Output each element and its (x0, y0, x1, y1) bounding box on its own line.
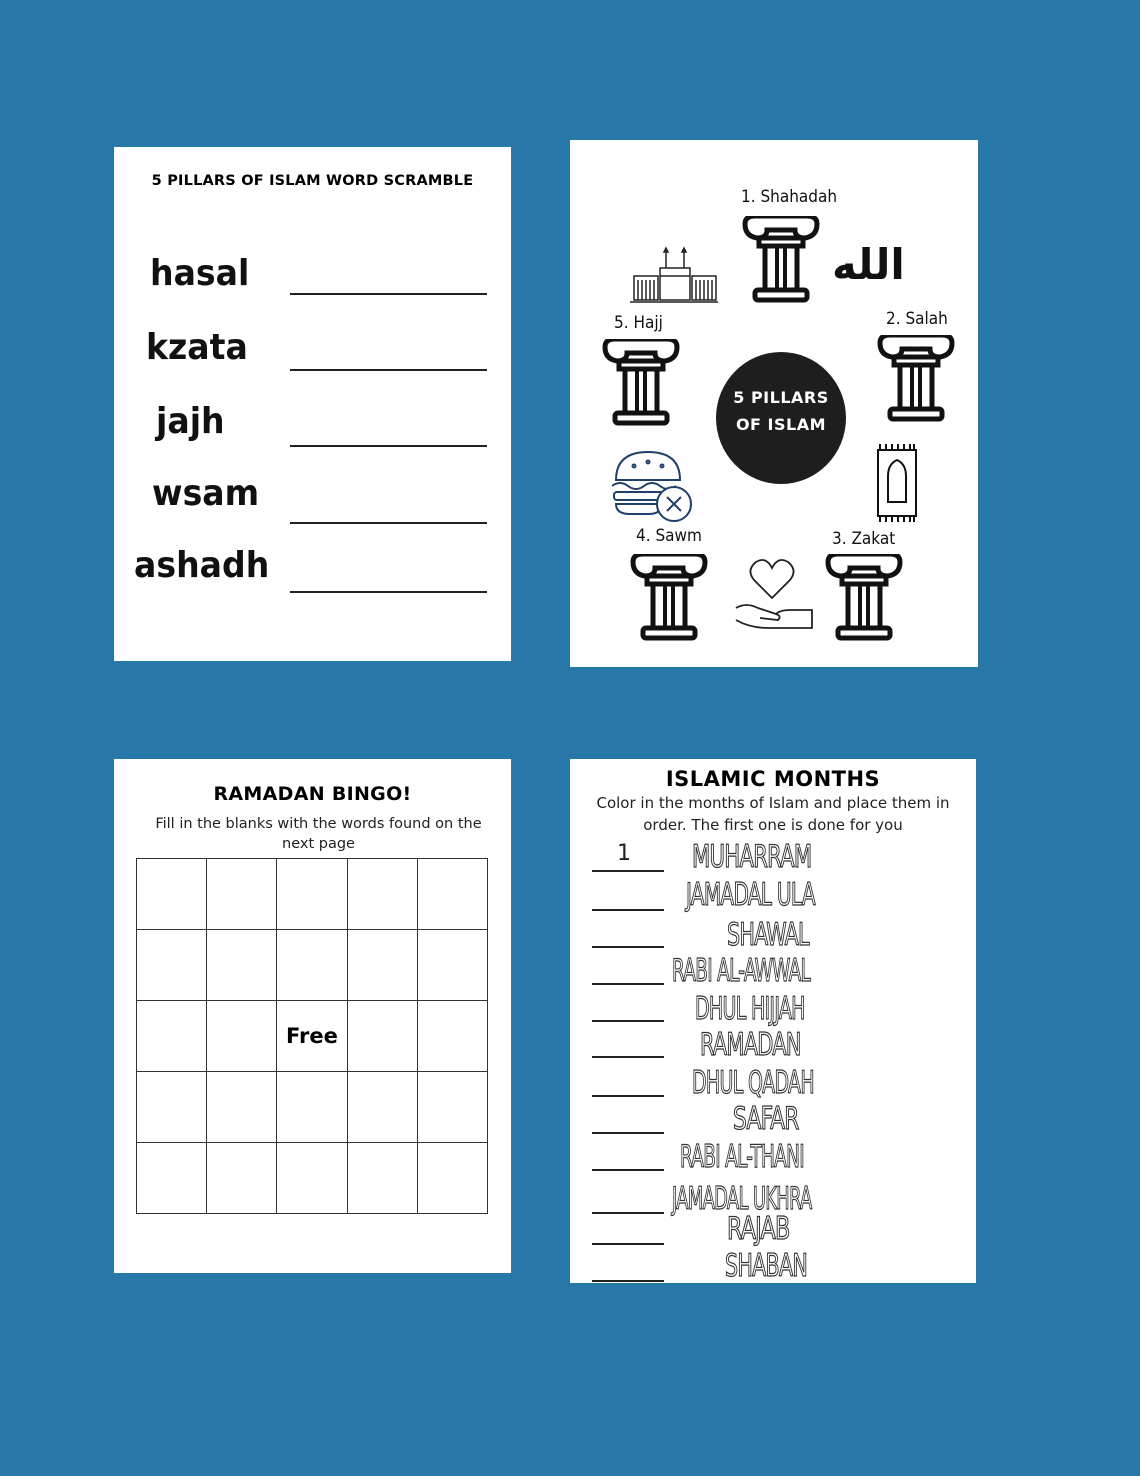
five-pillars-sheet (570, 140, 978, 667)
bingo-cell[interactable] (207, 930, 277, 1001)
answer-line-2[interactable] (290, 369, 487, 371)
order-blank-12[interactable] (592, 1280, 664, 1282)
first-month-number: 1 (617, 841, 631, 866)
center-text-line1: 5 PILLARS (733, 388, 829, 407)
ramadan-bingo-sheet (114, 759, 511, 1273)
scramble-word-2: kzata (146, 327, 248, 368)
order-blank-10[interactable] (592, 1212, 664, 1214)
five-pillars-center-badge (716, 352, 846, 484)
bingo-cell[interactable] (207, 1001, 277, 1072)
word-scramble-title: 5 PILLARS OF ISLAM WORD SCRAMBLE (151, 173, 474, 189)
pillar-icon-zakat (824, 554, 904, 646)
center-text-line2: OF ISLAM (735, 415, 827, 434)
month-safar[interactable]: SAFAR (733, 1101, 799, 1137)
answer-line-5[interactable] (290, 591, 487, 593)
bingo-cell[interactable] (347, 1143, 417, 1214)
order-blank-8[interactable] (592, 1132, 664, 1134)
month-shaban[interactable]: SHABAN (725, 1248, 808, 1284)
bingo-cell[interactable] (417, 859, 487, 930)
month-muharram[interactable]: MUHARRAM (692, 839, 812, 875)
order-blank-3[interactable] (592, 946, 664, 948)
pillar-icon-sawm (629, 554, 709, 646)
order-blank-11[interactable] (592, 1243, 664, 1245)
month-dhul-qadah[interactable]: DHUL QADAH (692, 1065, 814, 1101)
order-blank-7[interactable] (592, 1095, 664, 1097)
scramble-word-4: wsam (152, 473, 260, 514)
bingo-free-cell: Free (277, 1001, 348, 1072)
answer-line-1[interactable] (290, 293, 487, 295)
bingo-cell[interactable] (207, 1072, 277, 1143)
scramble-word-5: ashadh (134, 545, 270, 586)
month-jamadal-ula[interactable]: JAMADAL ULA (686, 877, 815, 913)
month-rabi-al-thani[interactable]: RABI AL-THANI (680, 1139, 804, 1175)
bingo-cell[interactable] (417, 1001, 487, 1072)
bingo-cell[interactable] (137, 859, 207, 930)
pillar-icon-shahadah (741, 216, 821, 308)
label-salah: 2. Salah (886, 309, 948, 329)
bingo-cell[interactable] (347, 1001, 417, 1072)
month-jamadal-ukhra[interactable]: JAMADAL UKHRA (672, 1181, 812, 1217)
month-ramadan[interactable]: RAMADAN (700, 1027, 801, 1063)
bingo-cell[interactable] (277, 1143, 348, 1214)
bingo-cell[interactable] (207, 1143, 277, 1214)
burger-crossed-icon (610, 448, 700, 524)
label-sawm: 4. Sawm (636, 526, 702, 546)
label-zakat: 3. Zakat (832, 529, 896, 549)
bingo-cell[interactable] (277, 930, 348, 1001)
bingo-cell[interactable] (417, 930, 487, 1001)
scramble-word-3: jajh (156, 401, 225, 442)
label-hajj: 5. Hajj (614, 313, 663, 333)
bingo-cell[interactable] (207, 859, 277, 930)
bingo-cell[interactable] (347, 930, 417, 1001)
bingo-cell[interactable] (137, 1072, 207, 1143)
bingo-cell[interactable] (277, 859, 348, 930)
bingo-instructions: Fill in the blanks with the words found on the next page (155, 816, 482, 852)
islamic-months-sheet (570, 759, 976, 1283)
month-shawal[interactable]: SHAWAL (727, 917, 809, 953)
bingo-cell[interactable] (277, 1072, 348, 1143)
order-blank-1[interactable] (592, 870, 664, 872)
month-dhul-hijjah[interactable]: DHUL HIJJAH (695, 991, 805, 1027)
answer-line-3[interactable] (290, 445, 487, 447)
kaaba-mosque-icon (630, 246, 718, 306)
month-rajab[interactable]: RAJAB (727, 1211, 790, 1247)
bingo-cell[interactable] (417, 1143, 487, 1214)
label-shahadah: 1. Shahadah (741, 187, 838, 207)
months-title: ISLAMIC MONTHS (665, 767, 881, 791)
arabic-allah-calligraphy: الله (832, 240, 905, 289)
order-blank-9[interactable] (592, 1169, 664, 1171)
order-blank-4[interactable] (592, 983, 664, 985)
pillar-icon-salah (876, 335, 956, 427)
answer-line-4[interactable] (290, 522, 487, 524)
bingo-grid (136, 858, 488, 1214)
order-blank-5[interactable] (592, 1020, 664, 1022)
bingo-cell[interactable] (137, 1001, 207, 1072)
bingo-cell[interactable] (137, 1143, 207, 1214)
scramble-word-1: hasal (150, 253, 250, 294)
prayer-rug-icon (874, 442, 920, 524)
heart-hand-icon (732, 556, 816, 632)
month-rabi-al-awwal[interactable]: RABI AL-AWWAL (672, 953, 811, 989)
bingo-cell[interactable] (417, 1072, 487, 1143)
pillar-icon-hajj (601, 339, 681, 431)
bingo-title: RAMADAN BINGO! (213, 783, 412, 805)
order-blank-6[interactable] (592, 1056, 664, 1058)
bingo-cell[interactable] (347, 1072, 417, 1143)
order-blank-2[interactable] (592, 909, 664, 911)
bingo-cell[interactable] (347, 859, 417, 930)
bingo-cell[interactable] (137, 930, 207, 1001)
months-instructions: Color in the months of Islam and place them in order. The first one is done for you (596, 794, 950, 834)
word-scramble-sheet (114, 147, 511, 661)
